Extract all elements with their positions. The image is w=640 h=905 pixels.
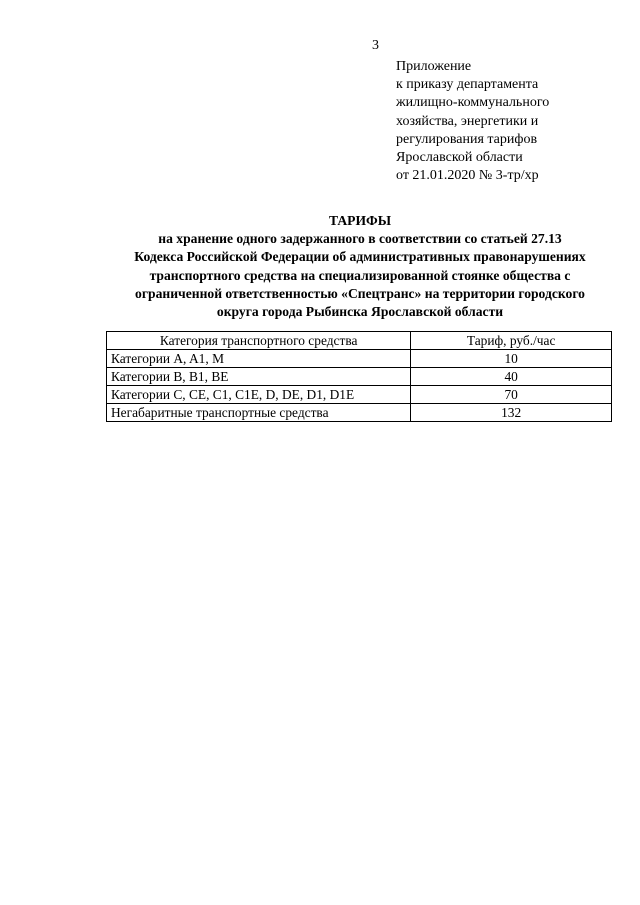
table-row [107, 404, 612, 422]
table-header-row [107, 332, 612, 350]
cell-rate: 10 [411, 350, 612, 368]
appendix-line: регулирования тарифов [396, 131, 538, 147]
cell-rate: 70 [411, 386, 612, 404]
appendix-line: хозяйства, энергетики и [396, 113, 539, 129]
tariff-table [106, 331, 612, 422]
header-rate: Тариф, руб./час [411, 332, 612, 350]
document-title [100, 212, 620, 321]
cell-rate: 40 [411, 368, 612, 386]
cell-category: Категории B, B1, BE [107, 368, 411, 386]
cell-category: Категории C, CE, C1, C1E, D, DE, D1, D1E [107, 386, 411, 404]
appendix-line: Приложение [396, 59, 472, 74]
header-category: Категория транспортного средства [107, 332, 411, 350]
table-row [107, 386, 612, 404]
appendix-block [396, 58, 549, 185]
cell-category: Негабаритные транспортные средства [107, 404, 411, 422]
title-line: Кодекса Российской Федерации об административных правонарушениях [134, 249, 586, 265]
cell-category: Категории A, A1, M [107, 350, 411, 368]
title-heading: ТАРИФЫ [328, 213, 392, 228]
page-number: 3 [372, 38, 379, 53]
appendix-date-line: от 21.01.2020 № 3-тр/хр [396, 168, 539, 184]
table-row [107, 350, 612, 368]
title-line: ограниченной ответственностью «Спецтранс» на территории городского [135, 285, 585, 301]
table-row [107, 368, 612, 386]
appendix-line: жилищно-коммунального [396, 95, 550, 111]
cell-rate: 132 [411, 404, 612, 422]
title-line: округа города Рыбинска Ярославской области [216, 304, 504, 320]
title-line: на хранение одного задержанного в соответствии со статьей 27.13 [158, 231, 562, 247]
title-line: транспортного средства на специализированной стоянке общества с [149, 267, 571, 283]
appendix-line: к приказу департамента [396, 77, 539, 93]
appendix-line: Ярославской области [396, 150, 523, 166]
